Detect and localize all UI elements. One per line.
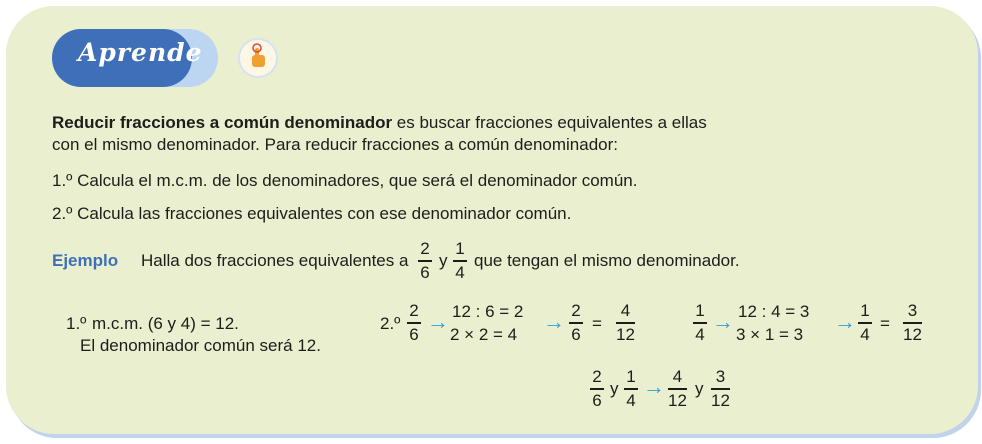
- example-fraction-1: [418, 239, 432, 283]
- solution-step1-line1: m.c.m. (6 y 4) = 12.: [92, 314, 239, 333]
- fraction-denominator: 6: [571, 324, 581, 344]
- final-y: y: [610, 379, 619, 398]
- fraction-numerator: 3: [907, 301, 918, 320]
- operation-b-1: 12 : 4 = 3: [738, 302, 810, 321]
- arrow-icon: →: [643, 374, 665, 399]
- final-y-2: y: [695, 379, 704, 398]
- example-label: Ejemplo: [52, 251, 119, 270]
- example-text-after: que tengan el mismo denominador.: [474, 251, 740, 270]
- arrow-icon: →: [834, 309, 856, 334]
- fraction-numerator: 1: [860, 301, 870, 320]
- example-fraction-2: [453, 239, 467, 283]
- fraction-numerator: 1: [695, 301, 705, 320]
- example-y: y: [439, 251, 448, 270]
- arrow-icon: →: [543, 309, 565, 334]
- fraction-b-result: [903, 301, 922, 345]
- final-fraction-3: [668, 367, 687, 411]
- fraction-numerator: 2: [420, 239, 430, 258]
- fraction-numerator: 1: [455, 239, 465, 258]
- fraction-denominator: 12: [668, 390, 687, 410]
- fraction-b-copy: [858, 301, 872, 345]
- operation-b-2: 3 × 1 = 3: [736, 325, 804, 344]
- touch-hand-icon: [238, 38, 278, 78]
- fraction-numerator: 3: [715, 367, 726, 386]
- section-title: Aprende: [78, 38, 203, 67]
- equals-sign: =: [880, 314, 890, 333]
- fraction-numerator: 4: [672, 367, 683, 386]
- fraction-b: [693, 301, 707, 345]
- arrow-icon: →: [427, 309, 449, 334]
- intro-line-2: con el mismo denominador. Para reducir fracciones a común denominador:: [52, 135, 619, 154]
- fraction-denominator: 12: [616, 324, 635, 344]
- fraction-denominator: 12: [903, 324, 922, 344]
- final-fraction-4: [711, 367, 730, 411]
- fraction-numerator: 2: [571, 301, 581, 320]
- equals-sign: =: [592, 314, 602, 333]
- intro-line-1: [52, 112, 707, 134]
- fraction-numerator: 1: [626, 367, 636, 386]
- operation-a-2: 2 × 2 = 4: [450, 325, 518, 344]
- fraction-denominator: 4: [860, 324, 870, 344]
- solution-step1-line2: El denominador común será 12.: [80, 336, 321, 355]
- fraction-denominator: 4: [695, 324, 705, 344]
- final-fraction-2: [624, 367, 638, 411]
- fraction-denominator: 6: [409, 324, 419, 344]
- fraction-denominator: 6: [420, 262, 430, 282]
- step-1: 1.º Calcula el m.c.m. de los denominadores, que será el denominador común.: [52, 171, 638, 190]
- fraction-denominator: 6: [592, 390, 602, 410]
- solution-step1-label: 1.º: [66, 314, 87, 333]
- fraction-a: [407, 301, 421, 345]
- fraction-denominator: 12: [711, 390, 730, 410]
- intro-rest: es buscar fracciones equivalentes a ellas: [392, 113, 707, 132]
- fraction-denominator: 4: [626, 390, 636, 410]
- intro-bold: Reducir fracciones a común denominador: [52, 113, 393, 132]
- example-text-before: Halla dos fracciones equivalentes a: [141, 251, 409, 270]
- operation-a-1: 12 : 6 = 2: [452, 302, 524, 321]
- arrow-icon: →: [712, 309, 734, 334]
- step-2: 2.º Calcula las fracciones equivalentes con ese denominador común.: [52, 204, 572, 223]
- fraction-a-copy: [569, 301, 583, 345]
- fraction-numerator: 2: [592, 367, 602, 386]
- fraction-numerator: 2: [409, 301, 419, 320]
- fraction-a-result: [616, 301, 635, 345]
- solution-step2-label: 2.º: [380, 314, 401, 333]
- fraction-denominator: 4: [455, 262, 465, 282]
- final-fraction-1: [590, 367, 604, 411]
- fraction-numerator: 4: [620, 301, 631, 320]
